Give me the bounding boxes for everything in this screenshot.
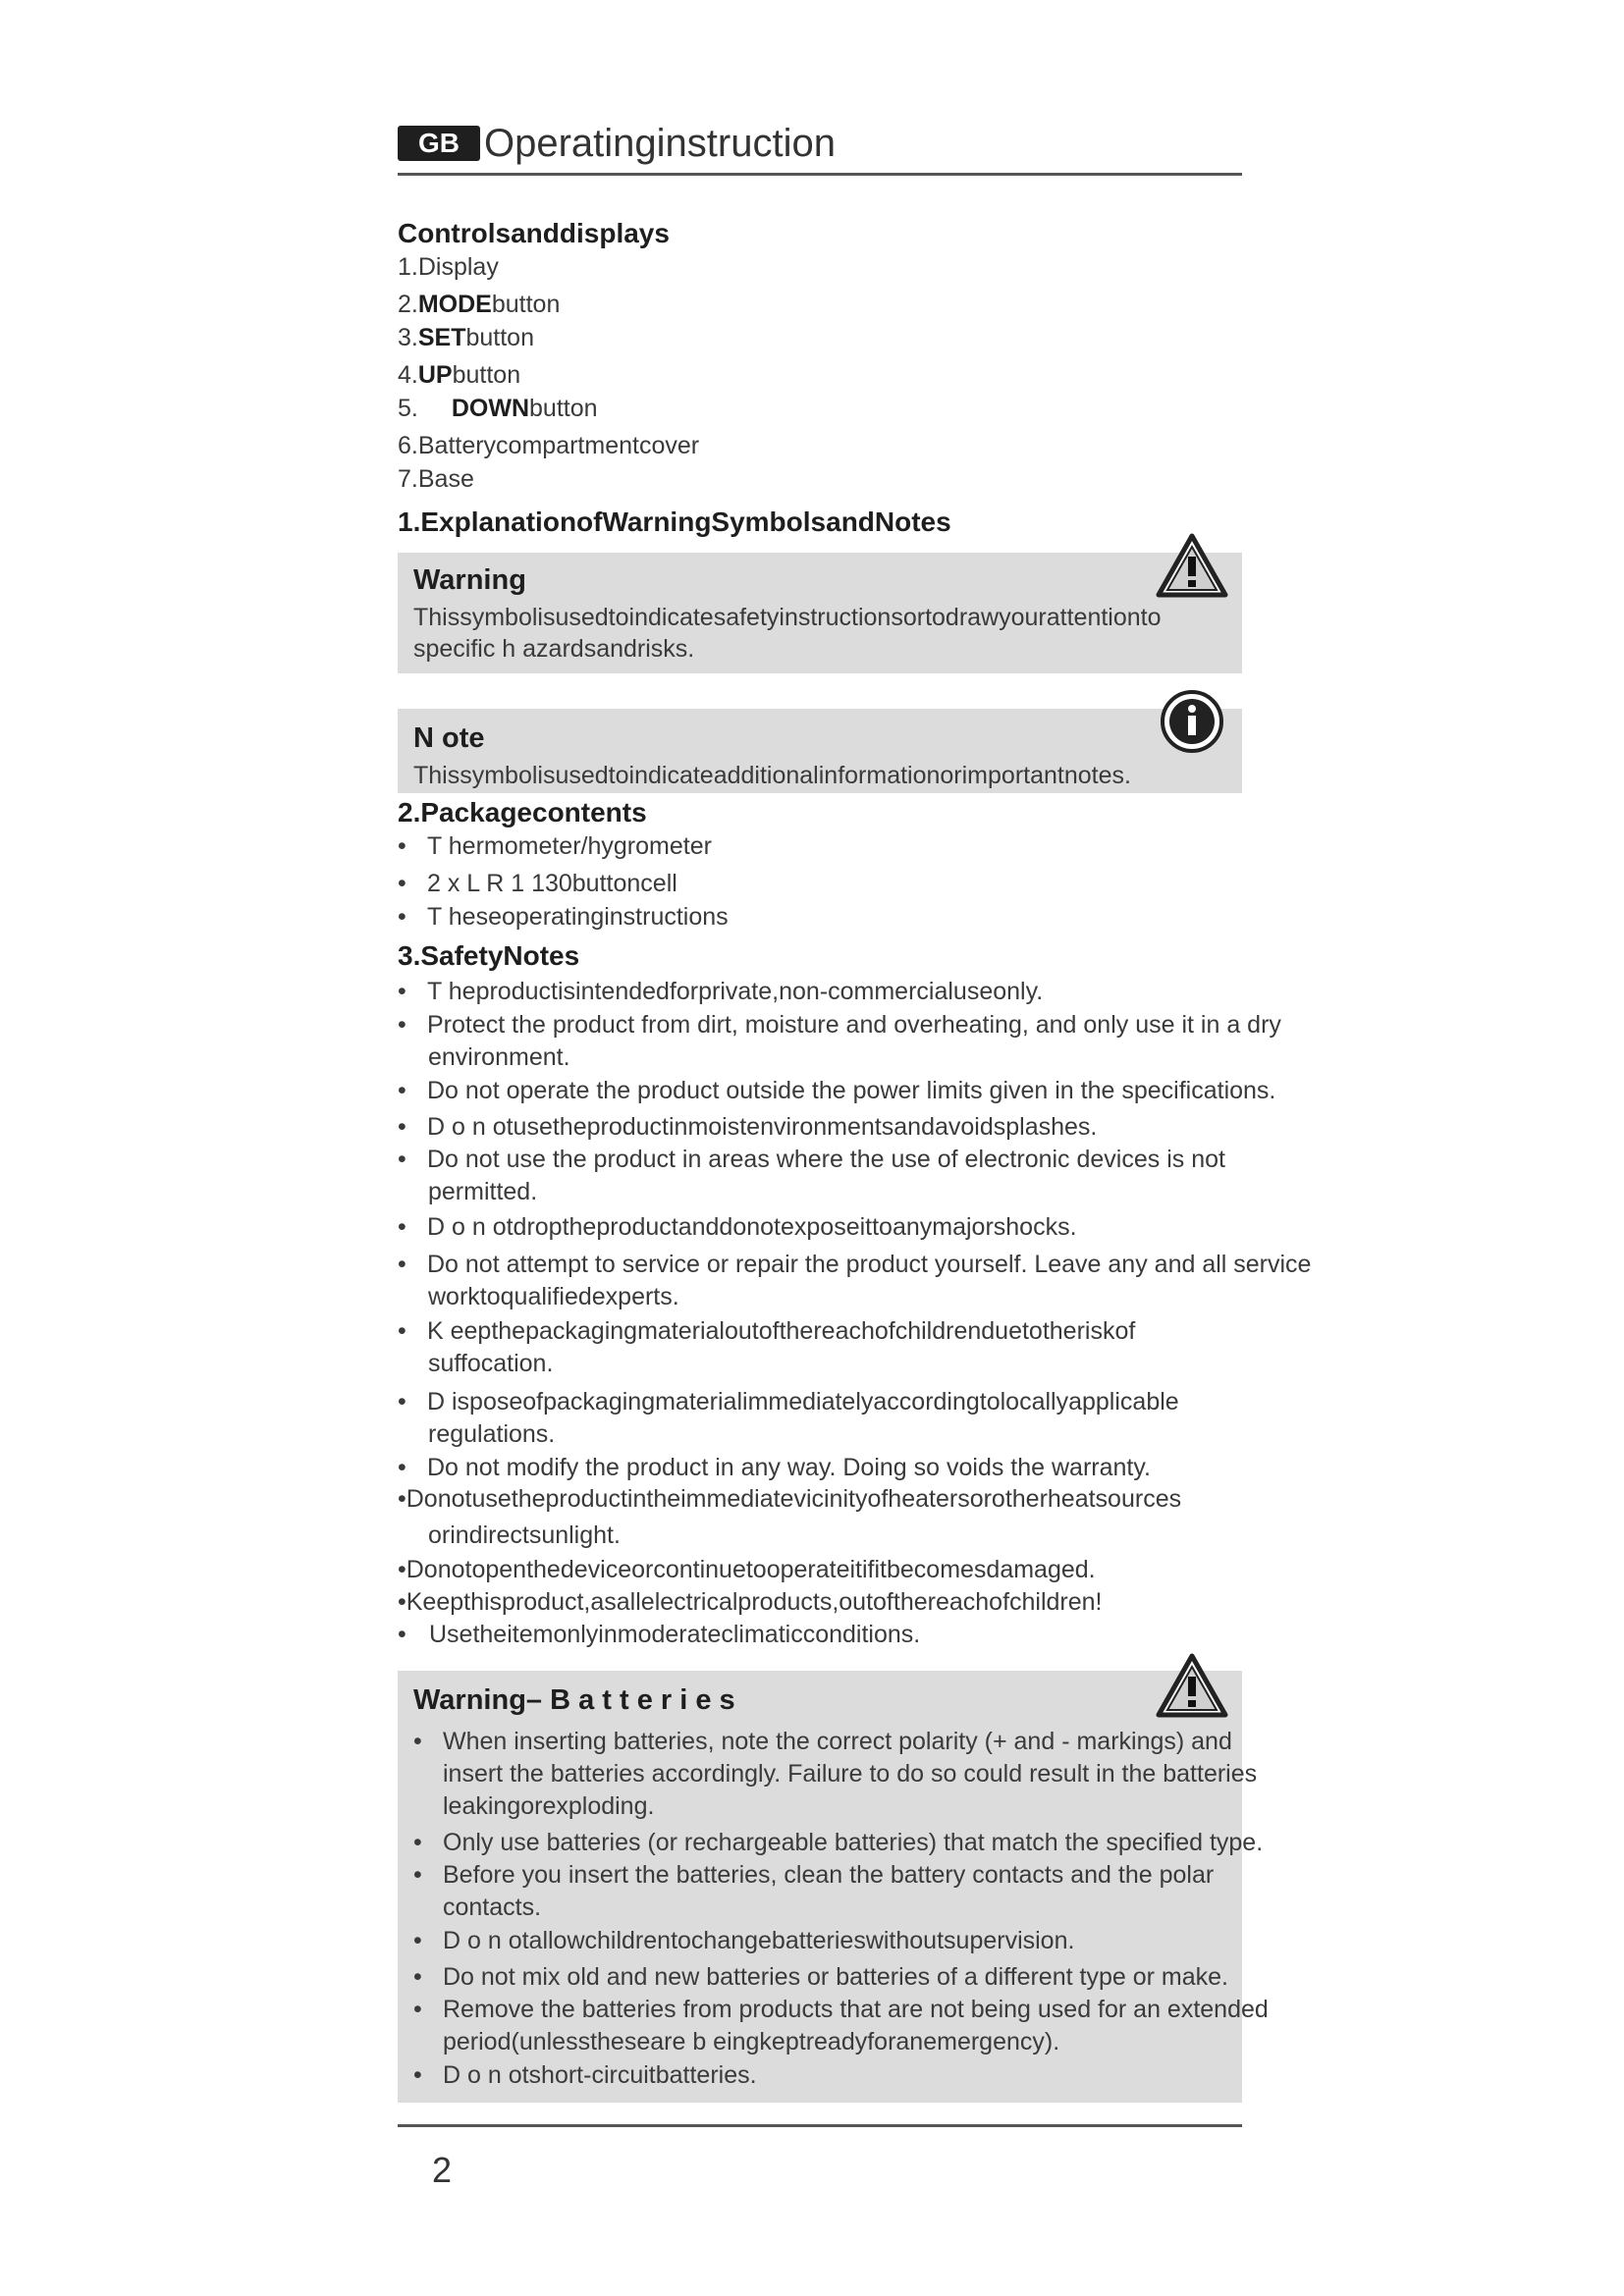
safety-item-cont: regulations. [428, 1420, 556, 1448]
warning-box [398, 553, 1242, 673]
warning-triangle-icon [1156, 533, 1228, 598]
safety-extra-item: •Donotusetheproductintheimmediatevicinityofheatersorotherheatsources [398, 1485, 1182, 1513]
safety-item-cont: worktoqualifiedexperts. [428, 1283, 679, 1310]
warning-text-line1: Thissymbolisusedtoindicatesafetyinstructionsortodrawyourattentionto [413, 604, 1162, 631]
info-icon [1160, 689, 1224, 754]
safety-item-cont: suffocation. [428, 1350, 554, 1377]
control-item-mode: 2.MODEbutton [398, 291, 561, 318]
battery-item-cont: insert the batteries accordingly. Failure to do so could result in the batteries [443, 1760, 1258, 1788]
page-header [398, 118, 1242, 177]
note-text-line1: Thissymbolisusedtoindicateadditionalinformationorimportantnotes. [413, 762, 1131, 789]
controls-heading: Controlsanddisplays [398, 218, 670, 248]
manual-page: GB Operatinginstruction Controlsanddisplays 1.Display 2.MODEbutton 3.SETbutton 4.UPbutton 5. DOWNbutton 6.Batterycompartmentcover 7.Base 1.ExplanationofWarningSymbolsandNotes Warning Thissymbolisusedtoindicatesafetyinstructionsortodrawyourattentionto specific h azardsandrisks. N ote Thissymbolisusedtoindicateadditionalinformationorimportantnotes. 2.Packagecontents • T hermometer/hygrometer • 2 x L R 1 130buttoncell • T heseoperatinginstructions 3.SafetyNotes • T heproductisintendedforprivate,non-commercialuseonly. • Protect the product from dirt, moisture and overheating, and only use it in a dry environment. • Do not operate the product outside the power limits given in the specifications. • D o n otusetheproductinmoistenvironmentsandavoidsplashes. • Do not use the product in areas where the use of electronic devices is not permitted. • D o n otdroptheproductanddonotexposeittoanymajorshocks. • Do not attempt to service or repair the product yourself. Leave any and all service worktoqualifiedexperts. • K eepthepackagingmaterialoutofthereachofchildrenduetotheriskof suffocation. • D isposeofpackagingmaterialimmediatelyaccordingtolocallyapplicable regulations. • Do not modify the product in any way. Doing so voids the warranty. •Donotusetheproductintheimmediatevicinityofheatersorotherheatsources orindirectsunlight. •Donotopenthedeviceorcontinuetooperateitifitbecomesdamaged. •Keepthisproduct,asallelectricalproducts,outofthereachofchildren! • Usetheitemonlyinmoderateclimaticconditions. Warning– B a t t e r i e s • When inserting batteries, note the correct polarity (+ and - markings) and insert the batteries accordingly. Failure to do so could result in the batteries leakingorexploding. • Only use batteries (or rechargeable batteries) that match the specified type. • Before you insert the batteries, clean the battery contacts and the polar contacts. • D o n otallowchildrentochangebatterieswithoutsupervision. • Do not mix old and new batteries or batteries of a different type or make. • Remove the batteries from products that are not being used for an extended period(unlesstheseare b eingkeptreadyforanemergency). • D o n otshort-circuitbatteries. 2 [0, 0, 1624, 2296]
battery-item-cont: period(unlesstheseare b eingkeptreadyforanemergency). [443, 2028, 1060, 2056]
battery-warning-title: Warning– B a t t e r i e s [413, 1684, 735, 1716]
footer-rule [398, 2124, 1242, 2127]
safety-extra-item-cont: orindirectsunlight. [428, 1522, 621, 1549]
safety-extra-item: •Keepthisproduct,asallelectricalproducts,outofthereachofchildren! [398, 1588, 1103, 1616]
battery-item-cont: leakingorexploding. [443, 1792, 655, 1820]
page-title: Operatinginstruction [484, 122, 836, 165]
control-item-display: 1.Display [398, 253, 499, 281]
section1-heading: 1.ExplanationofWarningSymbolsandNotes [398, 507, 951, 537]
section3-heading: 3.SafetyNotes [398, 940, 580, 971]
safety-item-cont: environment. [428, 1043, 570, 1071]
battery-item-cont: contacts. [443, 1894, 542, 1921]
warning-title: Warning [413, 564, 526, 596]
warning-text-line2: specific h azardsandrisks. [413, 635, 695, 663]
warning-triangle-icon [1156, 1653, 1228, 1718]
battery-warning-box: Warning– B a t t e r i e s • When inserting batteries, note the correct polarity (+ and - markings) and insert the batteries accordingly. Failure to do so could result in the batteries leakingorexploding. • Only use batteries (or rechargeable batteries) that match the specified type. • Before you insert the batteries, clean the battery contacts and the polar contacts. • D o n otallowchildrentochangebatterieswithoutsupervision. • Do not mix old and new batteries or batteries of a different type or make. • Remove the batteries from products that are not being used for an extended period(unlesstheseare b eingkeptreadyforanemergency). • D o n otshort-circuitbatteries. [398, 1671, 1242, 2103]
safety-item-cont: permitted. [428, 1178, 538, 1205]
control-item-set: 3.SETbutton [398, 324, 534, 351]
section2-heading: 2.Packagecontents [398, 797, 647, 828]
control-item-battery-cover: 6.Batterycompartmentcover [398, 432, 700, 459]
language-badge: GB [398, 126, 480, 161]
header-rule [398, 173, 1242, 176]
control-item-down: 5. DOWNbutton [398, 395, 598, 422]
safety-extra-item: •Donotopenthedeviceorcontinuetooperateitifitbecomesdamaged. [398, 1556, 1096, 1583]
page-number: 2 [432, 2150, 453, 2190]
control-item-base: 7.Base [398, 465, 474, 493]
note-box [398, 709, 1242, 793]
control-item-up: 4.UPbutton [398, 361, 521, 389]
note-title: N ote [413, 722, 485, 754]
